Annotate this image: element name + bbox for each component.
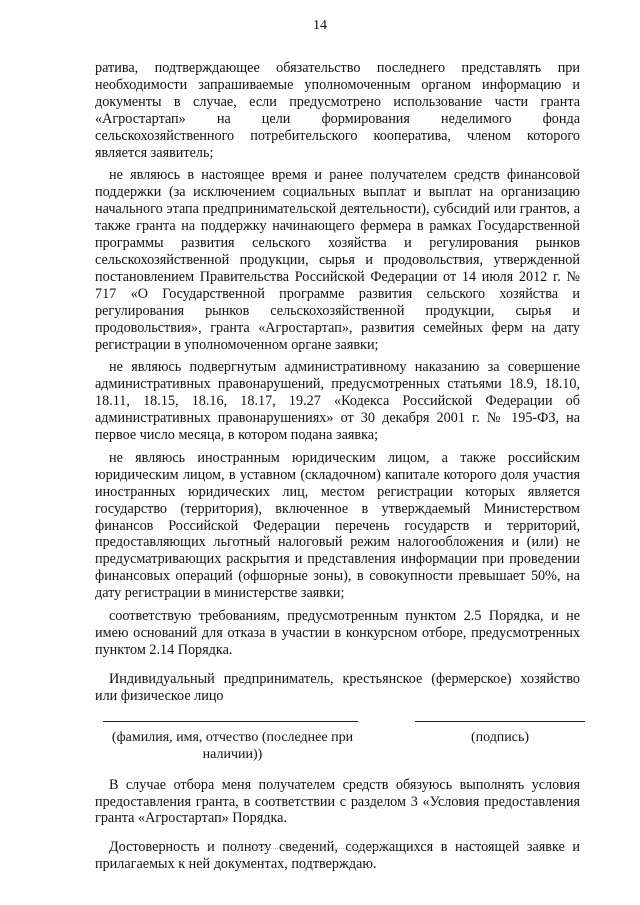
name-caption: (фамилия, имя, отчество (последнее при наличии)) <box>111 729 354 762</box>
paragraph-no-administrative-penalty: не являюсь подвергнутым административному наказанию за совершение административных правонарушений, предусмотренных статьями 18.9, 18.10, 18.11, 18.15, 18.16, 18.17, 19.27 «Кодекса Российской Федерации об административных правонарушениях» от 30 декабря 2001 г. № 195-ФЗ, на первое число месяца, в котором подана заявка; <box>95 359 580 444</box>
paragraph-confirmation: Достоверность и полноту сведений, содержащихся в настоящей заявке и прилагаемых к ней документах, подтверждаю. <box>95 839 580 873</box>
page-number: 14 <box>313 18 327 33</box>
paragraph-applicant-type: Индивидуальный предприниматель, крестьянское (фермерское) хозяйство или физическое лицо <box>95 670 580 704</box>
paragraph-obligation: В случае отбора меня получателем средств обязуюсь выполнять условия предоставления гранта, в соответствии с разделом 3 «Условия предоставления гранта «Агростартап» Порядка. <box>95 776 580 827</box>
name-signature-line <box>103 721 358 722</box>
signature-block <box>95 715 580 763</box>
paragraph-not-foreign-entity: не являюсь иностранным юридическим лицом, а также российским юридическим лицом, в уставном (складочном) капитале которого доля участия иностранных юридических лиц, местом регистрации которых является государство (территория), включенное в утверждаемый Министерством финансов Российской Федерации перечень государств и территорий, предоставляющих льготный налоговый режим налогообложения и (или) не предусматривающих раскрытия и представления информации при проведении финансовых операций (офшорные зоны), в совокупности превышает 50%, на дату регистрации в министерстве заявки; <box>95 449 580 602</box>
sign-signature-line <box>415 721 585 722</box>
paragraph-continuation: ратива, подтверждающее обязательство последнего представлять при необходимости запрашиваемые уполномоченным органом информацию и документы в случае, если предусмотрено использование части гранта «Агростартап» на цели формирования неделимого фонда сельскохозяйственного потребительского кооператива, членом которого является заявитель; <box>95 60 580 161</box>
document-body <box>95 60 580 873</box>
paragraph-meets-requirements: соответствую требованиям, предусмотренным пунктом 2.5 Порядка, и не имею оснований для отказа в участии в конкурсном отборе, предусмотренных пунктом 2.14 Порядка. <box>95 608 580 658</box>
sign-caption: (подпись) <box>470 729 530 745</box>
footer-scan-marks <box>248 848 388 853</box>
paragraph-no-prior-support: не являюсь в настоящее время и ранее получателем средств финансовой поддержки (за исключением социальных выплат и выплат на организацию начального этапа предпринимательской деятельности), субсидий или грантов, а также гранта на поддержку начинающего фермера в рамках Государственной программы развития сельского хозяйства и регулирования рынков сельскохозяйственной продукции, сырья и продовольствия, утвержденной постановлением Правительства Российской Федерации от 14 июля 2012 г. № 717 «О Государственной программе развития сельского хозяйства и регулирования рынков сельскохозяйственной продукции, сырья и продовольствия», гранта «Агростартап», развития семейных ферм на дату регистрации в уполномоченном органе заявки; <box>95 167 580 353</box>
